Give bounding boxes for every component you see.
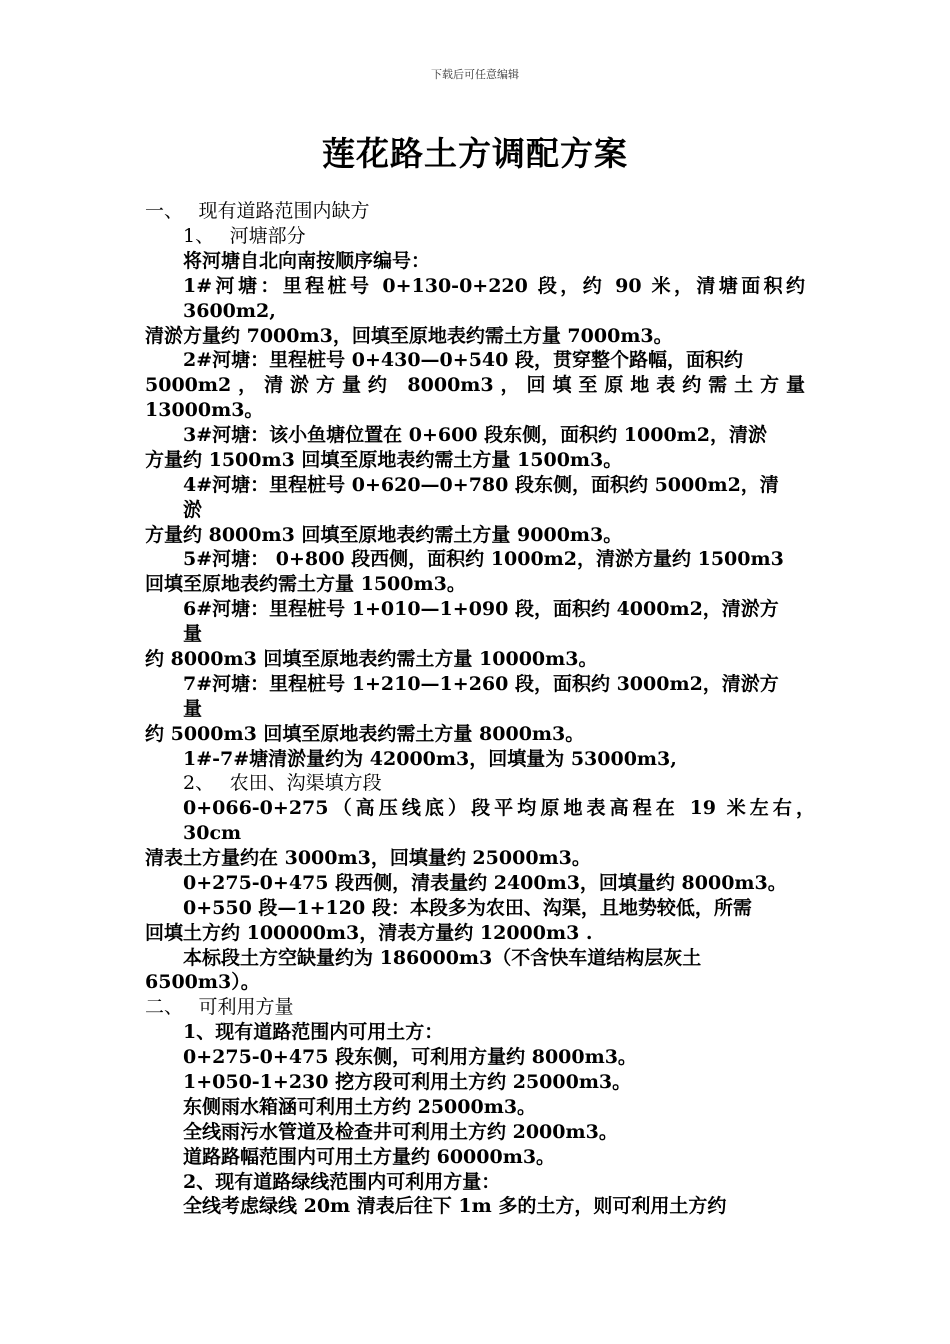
body-line: 量 <box>183 698 203 720</box>
body-line: 约 5000m3 回填至原地表约需土方量 8000m3。 <box>145 723 585 745</box>
body-line: 13000m3。 <box>145 399 264 421</box>
body-line: 量 <box>183 623 203 645</box>
body-line: 清淤方量约 7000m3，回填至原地表约需土方量 7000m3。 <box>145 325 673 347</box>
body-line: 将河塘自北向南按顺序编号： <box>183 250 431 272</box>
header-note: 下载后可任意编辑 <box>431 68 519 81</box>
section-heading-2: 二、 可利用方量 <box>145 996 294 1018</box>
section-heading-1: 一、 现有道路范围内缺方 <box>145 200 370 222</box>
body-line: 5000m2，清淤方量约 8000m3，回填至原地表约需土方量 <box>145 374 805 396</box>
body-line: 全线考虑绿线 20m 清表后往下 1m 多的土方，则可利用土方约 <box>183 1195 727 1217</box>
body-line: 7#河塘：里程桩号 1+210—1+260 段，面积约 3000m2，清淤方 <box>183 673 779 695</box>
body-line: 1#河塘：里程桩号 0+130-0+220 段，约 90 米，清塘面积约 <box>183 275 805 297</box>
body-line: 方量约 8000m3 回填至原地表约需土方量 9000m3。 <box>145 524 623 546</box>
body-line: 1#-7#塘清淤量约为 42000m3，回填量为 53000m3, <box>183 748 677 770</box>
body-line: 清表土方量约在 3000m3，回填量约 25000m3。 <box>145 847 591 869</box>
body-line: 30cm <box>183 822 242 844</box>
body-line: 1+050-1+230 挖方段可利用土方约 25000m3。 <box>183 1071 632 1093</box>
document-title: 莲花路土方调配方案 <box>322 134 628 173</box>
body-line: 3600m2, <box>183 300 276 322</box>
subsection-heading: 1、 河塘部分 <box>183 225 306 247</box>
body-line: 0+275-0+475 段东侧，可利用方量约 8000m3。 <box>183 1046 637 1068</box>
body-line: 3#河塘：该小鱼塘位置在 0+600 段东侧，面积约 1000m2，清淤 <box>183 424 767 446</box>
body-line: 2#河塘：里程桩号 0+430—0+540 段，贯穿整个路幅，面积约 <box>183 349 743 371</box>
body-line: 回填至原地表约需土方量 1500m3。 <box>145 573 466 595</box>
body-line: 回填土方约 100000m3，清表方量约 12000m3 . <box>145 922 593 944</box>
body-line: 6#河塘：里程桩号 1+010—1+090 段，面积约 4000m2，清淤方 <box>183 598 779 620</box>
body-line: 0+550 段—1+120 段：本段多为农田、沟渠，且地势较低，所需 <box>183 897 752 919</box>
body-line: 东侧雨水箱涵可利用土方约 25000m3。 <box>183 1096 537 1118</box>
body-line: 0+275-0+475 段西侧，清表量约 2400m3，回填量约 8000m3。 <box>183 872 787 894</box>
subsection-heading: 2、现有道路绿线范围内可利用方量： <box>183 1171 501 1193</box>
body-line: 道路路幅范围内可用土方量约 60000m3。 <box>183 1146 556 1168</box>
body-line: 本标段土方空缺量约为 186000m3（不含快车道结构层灰土 <box>183 947 702 969</box>
body-line: 淤 <box>183 499 203 521</box>
body-line: 4#河塘：里程桩号 0+620—0+780 段东侧，面积约 5000m2，清 <box>183 474 779 496</box>
body-line: 0+066-0+275（高压线底）段平均原地表高程在 19 米左右， <box>183 797 815 819</box>
body-line: 5#河塘： 0+800 段西侧，面积约 1000m2，清淤方量约 1500m3 <box>183 548 784 570</box>
body-line: 6500m3）。 <box>145 971 260 993</box>
subsection-heading: 1、现有道路范围内可用土方： <box>183 1021 444 1043</box>
body-line: 约 8000m3 回填至原地表约需土方量 10000m3。 <box>145 648 598 670</box>
body-line: 方量约 1500m3 回填至原地表约需土方量 1500m3。 <box>145 449 623 471</box>
body-line: 全线雨污水管道及检查井可利用土方约 2000m3。 <box>183 1121 618 1143</box>
subsection-heading: 2、 农田、沟渠填方段 <box>183 772 382 794</box>
